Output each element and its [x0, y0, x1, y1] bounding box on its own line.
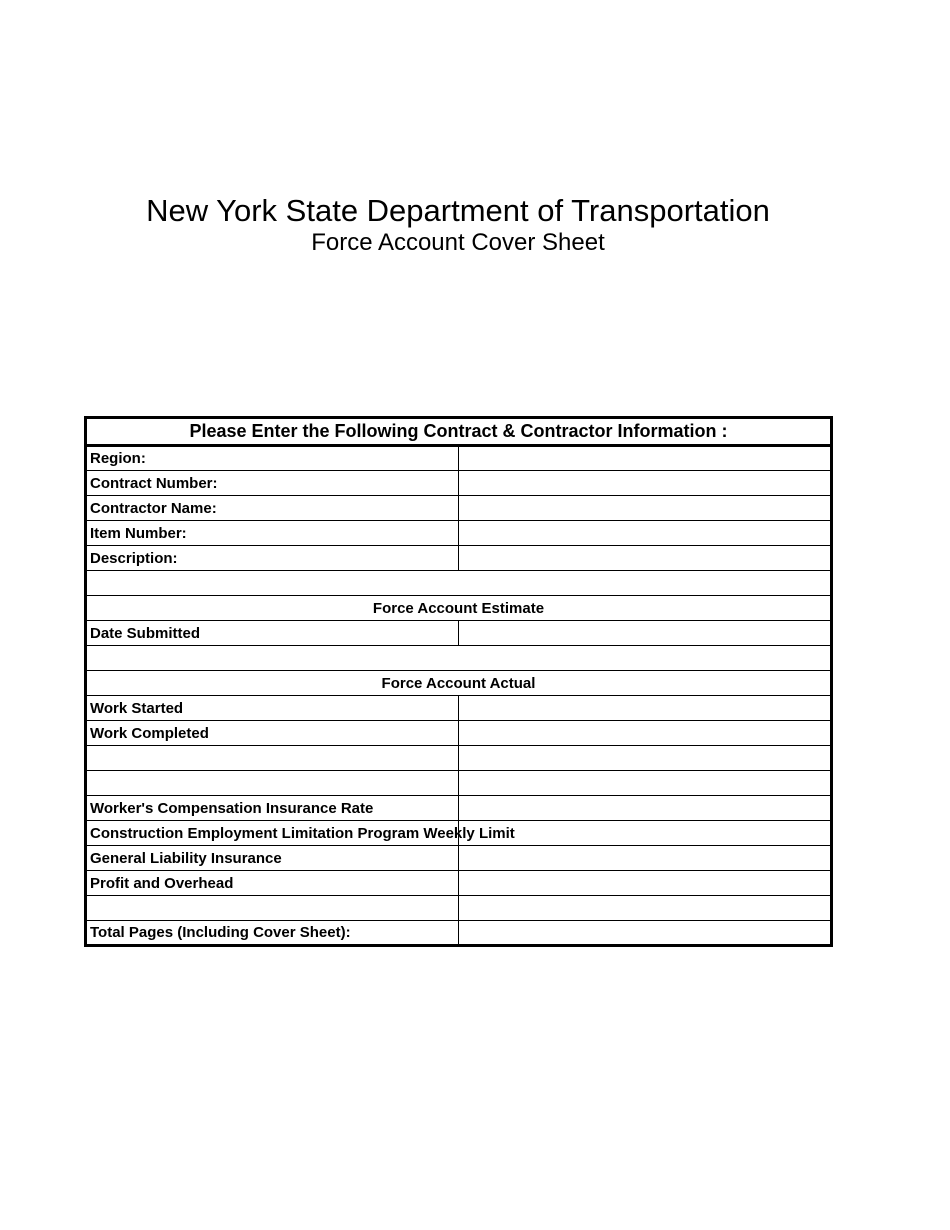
- table-row: [86, 621, 832, 646]
- table-row: [86, 721, 832, 746]
- table-row: [86, 896, 832, 921]
- estimate-section-heading: Force Account Estimate: [86, 596, 832, 621]
- table-row: [86, 646, 832, 671]
- contract-number-label: Contract Number:: [86, 471, 459, 496]
- work-completed-label: Work Completed: [86, 721, 459, 746]
- document-header: [0, 193, 916, 257]
- table-row: [86, 746, 832, 771]
- table-heading-row: [86, 418, 832, 446]
- blank-label: [86, 771, 459, 796]
- date-submitted-label: Date Submitted: [86, 621, 459, 646]
- table-row: [86, 921, 832, 946]
- blank-field[interactable]: [459, 771, 832, 796]
- blank-label: [86, 896, 459, 921]
- page-subtitle: Force Account Cover Sheet: [311, 229, 605, 256]
- contract-info-table: [84, 416, 833, 947]
- general-liability-label: General Liability Insurance: [86, 846, 459, 871]
- table-row: [86, 871, 832, 896]
- actual-section-heading: Force Account Actual: [86, 671, 832, 696]
- region-field[interactable]: [459, 446, 832, 471]
- spacer-row: [86, 571, 832, 596]
- table-row: [86, 571, 832, 596]
- workers-comp-field[interactable]: [459, 796, 832, 821]
- profit-overhead-field[interactable]: [459, 871, 832, 896]
- table-row: [86, 846, 832, 871]
- spacer-row: [86, 646, 832, 671]
- contract-number-field[interactable]: [459, 471, 832, 496]
- contractor-name-label: Contractor Name:: [86, 496, 459, 521]
- workers-comp-label: Worker's Compensation Insurance Rate: [86, 796, 459, 821]
- work-completed-field[interactable]: [459, 721, 832, 746]
- table-row: [86, 471, 832, 496]
- description-field[interactable]: [459, 546, 832, 571]
- table-heading: Please Enter the Following Contract & Contractor Information :: [86, 418, 832, 446]
- table-row: [86, 671, 832, 696]
- blank-field[interactable]: [459, 896, 832, 921]
- description-label: Description:: [86, 546, 459, 571]
- blank-label: [86, 746, 459, 771]
- table-row: [86, 771, 832, 796]
- table-row: [86, 696, 832, 721]
- item-number-field[interactable]: [459, 521, 832, 546]
- table-row: [86, 521, 832, 546]
- work-started-label: Work Started: [86, 696, 459, 721]
- blank-field[interactable]: [459, 746, 832, 771]
- general-liability-field[interactable]: [459, 846, 832, 871]
- table-row: [86, 546, 832, 571]
- item-number-label: Item Number:: [86, 521, 459, 546]
- table-row: [86, 596, 832, 621]
- table-row: [86, 796, 832, 821]
- page-title: New York State Department of Transportation: [146, 193, 770, 228]
- total-pages-label: Total Pages (Including Cover Sheet):: [86, 921, 459, 946]
- contractor-name-field[interactable]: [459, 496, 832, 521]
- celp-weekly-limit-label: Construction Employment Limitation Program Weekly Limit: [86, 821, 459, 846]
- date-submitted-field[interactable]: [459, 621, 832, 646]
- total-pages-field[interactable]: [459, 921, 832, 946]
- work-started-field[interactable]: [459, 696, 832, 721]
- table-row: [86, 496, 832, 521]
- profit-overhead-label: Profit and Overhead: [86, 871, 459, 896]
- table-row: [86, 446, 832, 471]
- region-label: Region:: [86, 446, 459, 471]
- table-row: [86, 821, 832, 846]
